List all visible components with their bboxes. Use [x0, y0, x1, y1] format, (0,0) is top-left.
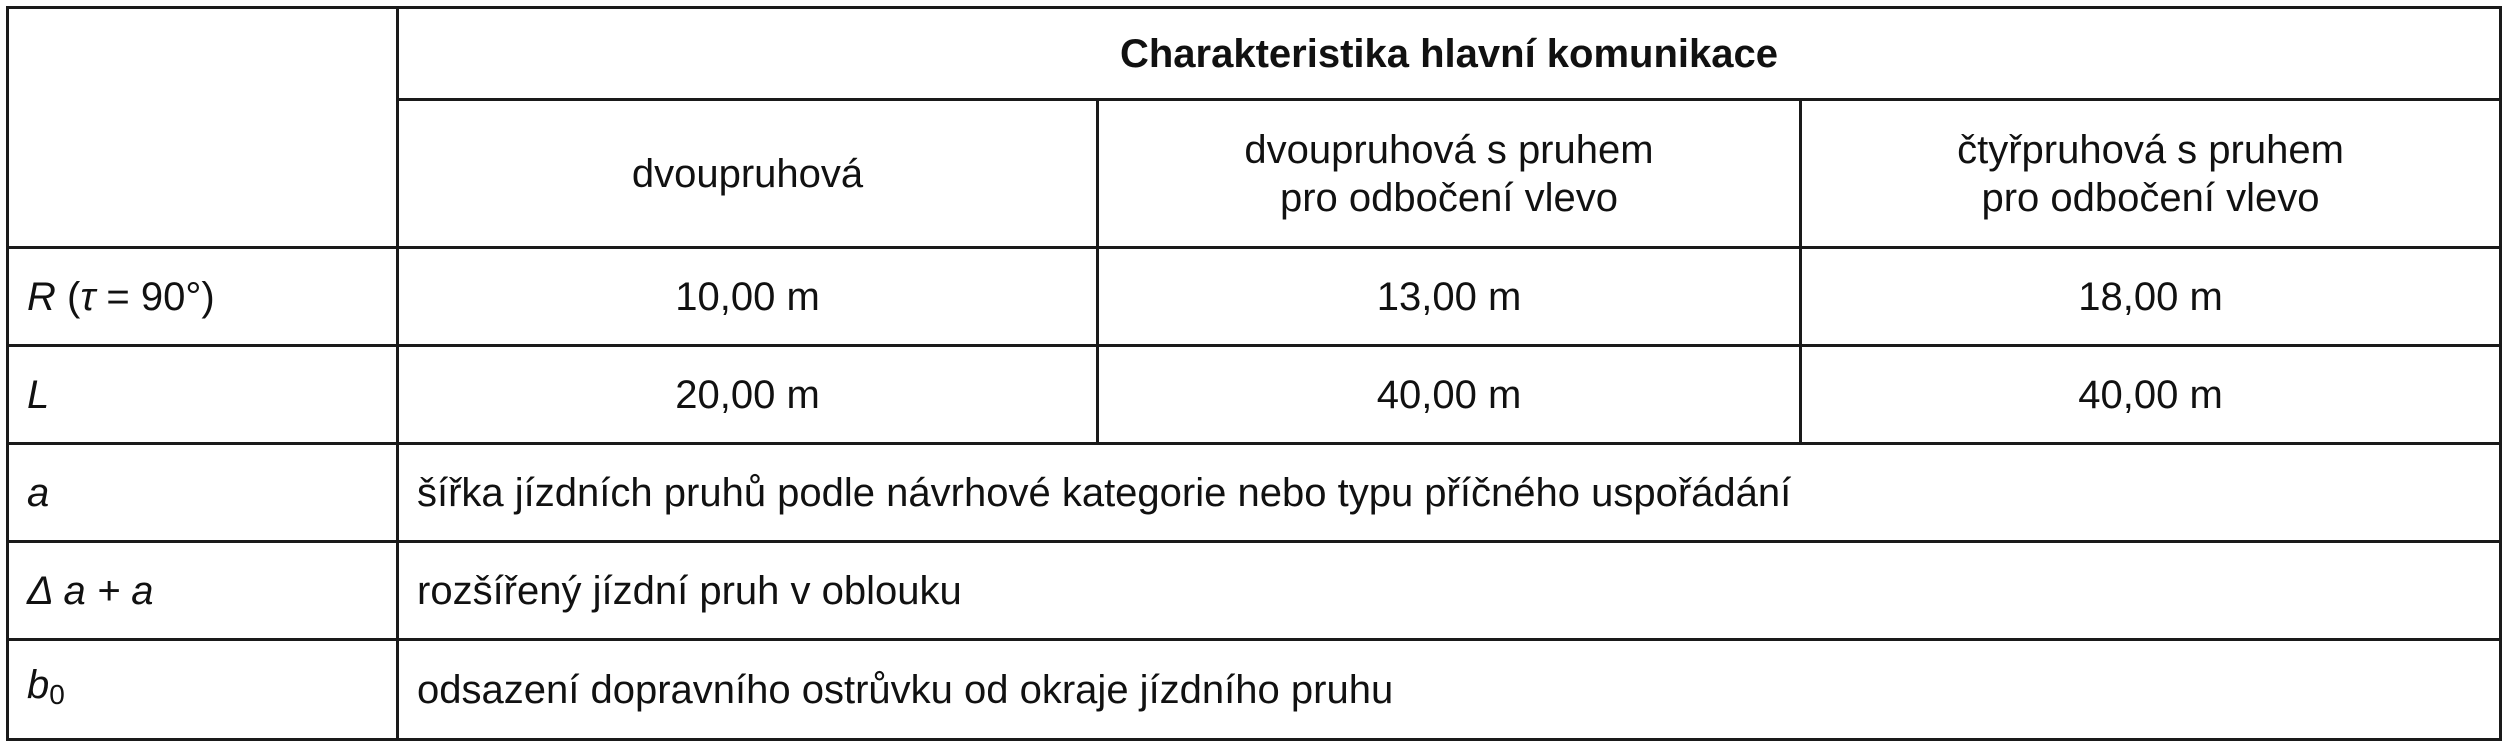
- column-header-ctyrpruhova-s-pruhem: [1801, 100, 2501, 248]
- table-cell-description: šířka jízdních pruhů podle návrhové kategorie nebo typu příčného uspořádání: [398, 444, 2501, 542]
- table-cell-value: 13,00 m: [1098, 248, 1801, 346]
- column-header-line: čtyřpruhová s pruhem: [1957, 127, 2344, 172]
- row-label-radius: [8, 248, 398, 346]
- row-label-L: L: [8, 346, 398, 444]
- header-row-group: [8, 8, 2501, 100]
- table-cell-value: 20,00 m: [398, 346, 1098, 444]
- table-row-delta-a: [8, 542, 2501, 640]
- empty-corner-cell: [8, 8, 398, 248]
- table-cell-value: 18,00 m: [1801, 248, 2501, 346]
- table-cell-description: rozšířený jízdní pruh v oblouku: [398, 542, 2501, 640]
- symbol-b: b: [27, 662, 50, 707]
- column-header-line: pro odbočení vlevo: [1279, 175, 1618, 220]
- radius-label-rest: = 90°): [95, 274, 215, 319]
- row-label-b0: [8, 640, 398, 740]
- group-header-cell: Charakteristika hlavní komunikace: [398, 8, 2501, 100]
- symbol-tau: τ: [80, 274, 96, 319]
- table-row-length: [8, 346, 2501, 444]
- column-header-dvoupruhova-s-pruhem: [1098, 100, 1801, 248]
- column-header-dvoupruhova: [398, 100, 1098, 248]
- table-cell-value: 40,00 m: [1098, 346, 1801, 444]
- table-row-b0: [8, 640, 2501, 740]
- subscript-0: 0: [49, 678, 65, 710]
- table-cell-value: 10,00 m: [398, 248, 1098, 346]
- table-container: [6, 6, 2502, 741]
- table-cell-description: odsazení dopravního ostrůvku od okraje jízdního pruhu: [398, 640, 2501, 740]
- column-header-line: pro odbočení vlevo: [1981, 175, 2320, 220]
- road-parameters-table: [6, 6, 2502, 741]
- column-header-line: dvoupruhová s pruhem: [1244, 127, 1654, 172]
- table-cell-value: 40,00 m: [1801, 346, 2501, 444]
- symbol-R: R: [27, 274, 56, 319]
- table-row-radius: [8, 248, 2501, 346]
- radius-label-open: (: [55, 274, 81, 319]
- table-row-a: [8, 444, 2501, 542]
- row-label-delta-a: Δ a + a: [8, 542, 398, 640]
- column-header-line: dvoupruhová: [631, 151, 864, 196]
- row-label-a: a: [8, 444, 398, 542]
